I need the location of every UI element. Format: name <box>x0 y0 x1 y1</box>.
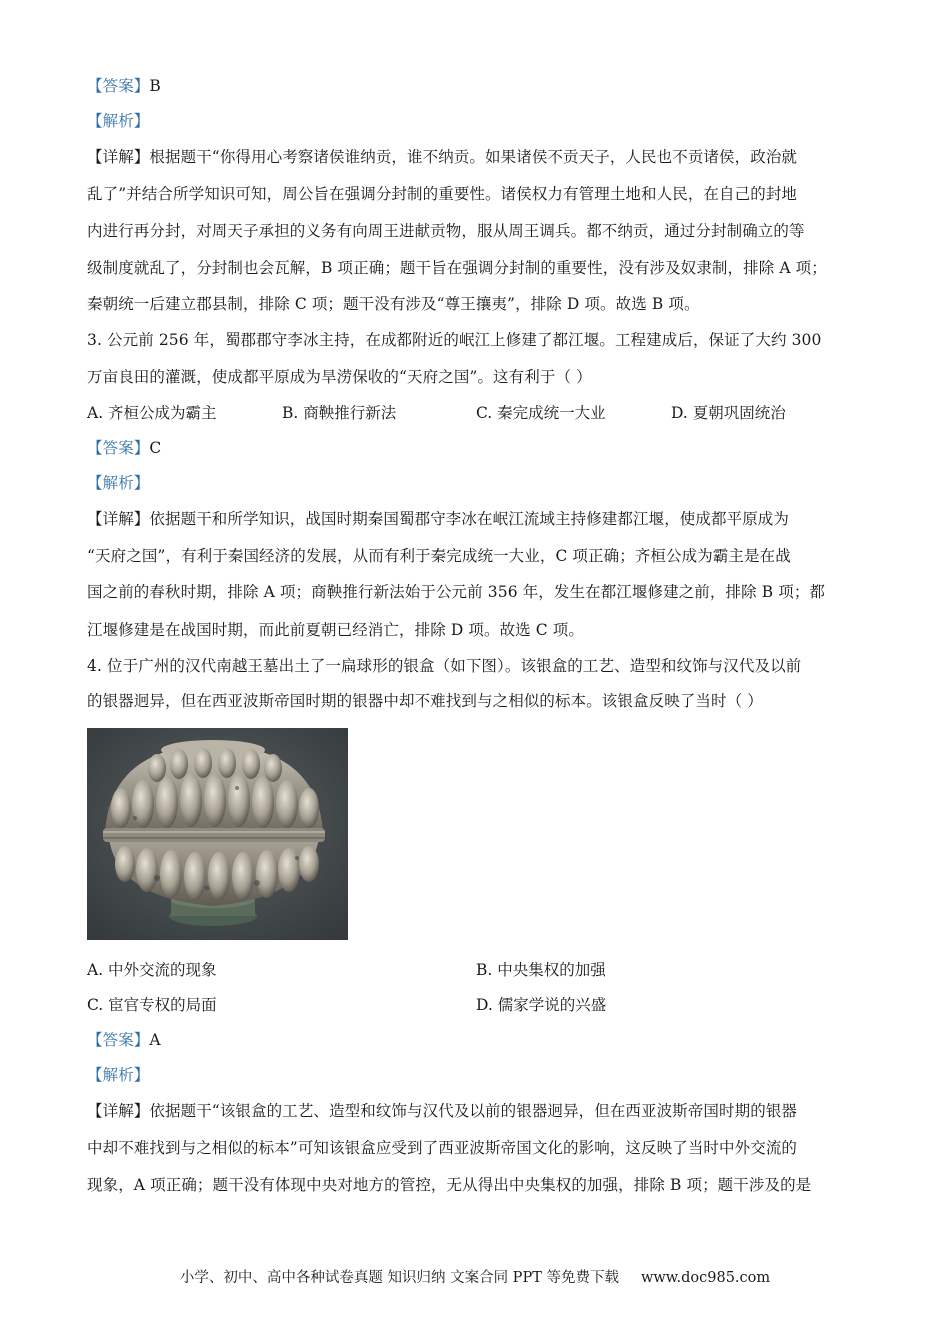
analysis-line-q4 <box>87 1065 877 1085</box>
question-3-stem-line-2: 万亩良田的灌溉，使成都平原成为旱涝保收的“天府之国”。这有利于（ ） <box>87 368 592 386</box>
detail-line-q4-2: 中却不难找到与之相似的标本”可知该银盒应受到了西亚波斯帝国文化的影响，这反映了当时中外交流的 <box>87 1139 798 1157</box>
answer-tag: 【答案】 <box>87 439 150 457</box>
footer-text: 小学、初中、高中各种试卷真题 知识归纳 文案合同 PPT 等免费下载 <box>179 1270 619 1286</box>
question-3-option-d: D. 夏朝巩固统治 <box>671 404 786 422</box>
detail-line-q3-4: 江堰修建是在战国时期，而此前夏朝已经消亡，排除 D 项。故选 C 项。 <box>87 621 584 639</box>
analysis-line-q3 <box>87 473 877 493</box>
answer-line-q4 <box>87 1030 877 1050</box>
answer-value: A <box>149 1031 161 1049</box>
footer-url[interactable]: www.doc985.com <box>640 1270 771 1286</box>
page-footer <box>0 1268 950 1288</box>
question-3-stem-line-1: 3. 公元前 256 年，蜀郡郡守李冰主持，在成都附近的岷江上修建了都江堰。工程建成后，保证了大约 300 <box>87 331 822 349</box>
question-3-option-c: C. 秦完成统一大业 <box>476 404 606 422</box>
detail-tag: 【详解】 <box>87 148 150 166</box>
answer-line-q3 <box>87 438 877 458</box>
detail-tag: 【详解】 <box>87 510 150 528</box>
question-4-stem-line-1: 4. 位于广州的汉代南越王墓出土了一扁球形的银盒（如下图）。该银盒的工艺、造型和纹饰与汉代及以前 <box>87 657 802 675</box>
detail-line-q3-1 <box>87 509 877 529</box>
answer-value: B <box>149 77 161 95</box>
question-4-option-d: D. 儒家学说的兴盛 <box>476 996 607 1014</box>
detail-line-q2-2: 乱了”并结合所学知识可知，周公旨在强调分封制的重要性。诸侯权力有管理土地和人民，在自己的封地 <box>87 185 798 203</box>
detail-line-q2-5: 秦朝统一后建立郡县制，排除 C 项；题干没有涉及“尊王攘夷”，排除 D 项。故选 B 项。 <box>87 295 700 313</box>
detail-line-q4-1 <box>87 1101 877 1121</box>
answer-tag: 【答案】 <box>87 77 150 95</box>
analysis-tag: 【解析】 <box>87 474 150 492</box>
detail-tag: 【详解】 <box>87 1102 150 1120</box>
detail-line-q2-4: 级制度就乱了，分封制也会瓦解，B 项正确；题干旨在强调分封制的重要性，没有涉及奴隶制，排除 A 项； <box>87 259 827 277</box>
answer-value: C <box>149 439 162 457</box>
answer-line-q2 <box>87 76 877 96</box>
detail-text: 根据题干“你得用心考察诸侯谁纳贡，谁不纳贡。如果诸侯不贡天子，人民也不贡诸侯，政治就 <box>149 148 798 166</box>
answer-tag: 【答案】 <box>87 1031 150 1049</box>
question-4-option-a: A. 中外交流的现象 <box>87 961 217 979</box>
question-4-stem-line-2: 的银器迥异，但在西亚波斯帝国时期的银器中却不难找到与之相似的标本。该银盒反映了当时（ ） <box>87 692 763 710</box>
silver-box-illustration <box>87 728 348 940</box>
detail-line-q4-3: 现象，A 项正确；题干没有体现中央对地方的管控，无从得出中央集权的加强，排除 B 项；题干涉及的是 <box>87 1176 812 1194</box>
question-4-option-b: B. 中央集权的加强 <box>476 961 606 979</box>
detail-line-q3-3: 国之前的春秋时期，排除 A 项；商鞅推行新法始于公元前 356 年，发生在都江堰修建之前，排除 B 项；都 <box>87 583 826 601</box>
question-3-option-b: B. 商鞅推行新法 <box>282 404 397 422</box>
analysis-tag: 【解析】 <box>87 1066 150 1084</box>
detail-line-q2-1 <box>87 147 877 167</box>
analysis-line-q2 <box>87 111 877 131</box>
detail-text: 依据题干“该银盒的工艺、造型和纹饰与汉代及以前的银器迥异，但在西亚波斯帝国时期的银器 <box>149 1102 798 1120</box>
analysis-tag: 【解析】 <box>87 112 150 130</box>
detail-text: 依据题干和所学知识，战国时期秦国蜀郡守李冰在岷江流域主持修建都江堰，使成都平原成为 <box>149 510 790 528</box>
question-4-option-c: C. 宦官专权的局面 <box>87 996 217 1014</box>
silver-box-photo <box>87 728 348 940</box>
detail-line-q3-2: “天府之国”，有利于秦国经济的发展，从而有利于秦完成统一大业，C 项正确；齐桓公成为霸主是在战 <box>87 547 791 565</box>
detail-line-q2-3: 内进行再分封，对周天子承担的义务有向周王进献贡物，服从周王调兵。都不纳贡，通过分封制确立的等 <box>87 222 805 240</box>
question-3-option-a: A. 齐桓公成为霸主 <box>87 404 217 422</box>
